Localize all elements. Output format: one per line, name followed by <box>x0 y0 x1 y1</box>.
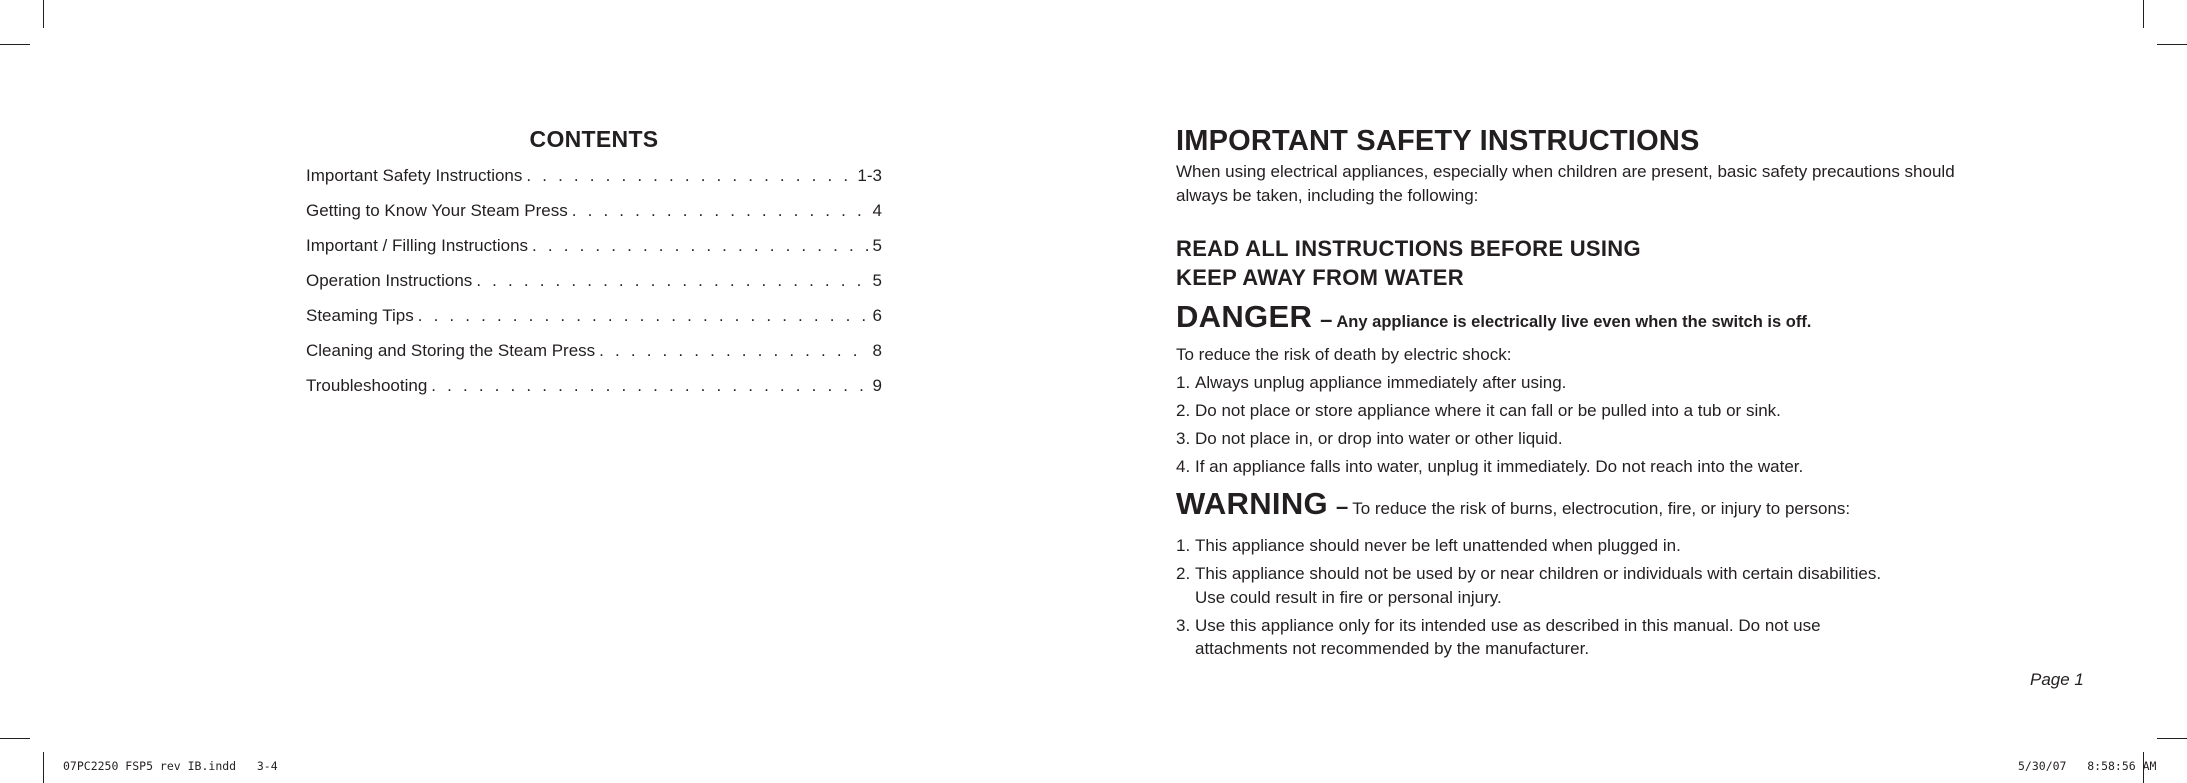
crop-mark <box>0 44 30 45</box>
toc-entry-label: Important / Filling Instructions <box>306 236 529 255</box>
warning-item <box>1176 614 1956 661</box>
toc-entry-label: Steaming Tips <box>306 306 414 325</box>
dot-leader <box>572 201 869 221</box>
toc-entry-page: 9 <box>872 376 882 395</box>
dot-leader <box>599 341 868 361</box>
crop-mark <box>2143 0 2144 28</box>
safety-intro: When using electrical appliances, especially when children are present, basic safety precautions should always be taken, including the following: <box>1176 162 1955 205</box>
list-continuation: attachments not recommended by the manufacturer. <box>1195 639 1590 658</box>
toc-entry-label: Important Safety Instructions <box>306 166 523 185</box>
toc-entry-label: Getting to Know Your Steam Press <box>306 201 568 220</box>
table-of-contents <box>306 166 882 411</box>
danger-item <box>1176 427 1956 451</box>
danger-lead: To reduce the risk of death by electric shock: <box>1176 345 1512 364</box>
crop-mark <box>2157 738 2187 739</box>
danger-item <box>1176 371 1956 395</box>
warning-word: WARNING <box>1176 485 1328 521</box>
toc-entry[interactable] <box>306 236 882 271</box>
list-text: Always unplug appliance immediately after using. <box>1195 373 1567 392</box>
list-number: 3. <box>1176 615 1191 635</box>
slug-file-info: 07PC2250 FSP5 rev IB.indd 3-4 <box>63 759 278 773</box>
contents-title: CONTENTS <box>529 126 659 152</box>
toc-entry-page: 5 <box>872 271 882 290</box>
keep-away-heading: KEEP AWAY FROM WATER <box>1176 265 1464 290</box>
warning-item <box>1176 534 1956 558</box>
danger-item <box>1176 399 1956 423</box>
danger-item <box>1176 455 1956 479</box>
warning-message: To reduce the risk of burns, electrocution, fire, or injury to persons: <box>1352 498 1851 518</box>
list-number: 1. <box>1176 373 1191 392</box>
dot-leader <box>532 236 869 256</box>
danger-word: DANGER <box>1176 299 1313 334</box>
toc-entry[interactable] <box>306 341 882 376</box>
dot-leader <box>418 306 869 326</box>
read-all-heading: READ ALL INSTRUCTIONS BEFORE USING <box>1176 236 1641 261</box>
list-text: This appliance should not be used by or near children or individuals with certain disabilities. <box>1195 564 1882 583</box>
warning-item <box>1176 562 1956 609</box>
list-text: Do not place or store appliance where it can fall or be pulled into a tub or sink. <box>1195 401 1781 420</box>
dot-leader <box>476 271 868 291</box>
list-text: This appliance should never be left unattended when plugged in. <box>1195 536 1681 555</box>
list-number: 4. <box>1176 457 1191 476</box>
danger-dash: – <box>1320 307 1333 332</box>
page-number: Page 1 <box>2030 670 2084 689</box>
list-number: 2. <box>1176 564 1191 583</box>
toc-entry-page: 1-3 <box>857 166 882 185</box>
dot-leader <box>431 376 868 396</box>
danger-heading <box>1176 297 1956 343</box>
warning-heading <box>1176 484 1956 530</box>
danger-message: Any appliance is electrically live even when the switch is off. <box>1336 313 1812 331</box>
slug-timestamp: 5/30/07 8:58:56 AM <box>2018 759 2157 773</box>
warning-dash: – <box>1335 493 1349 519</box>
list-text: Use this appliance only for its intended use as described in this manual. Do not use <box>1195 615 1821 635</box>
crop-mark <box>2157 44 2187 45</box>
crop-mark <box>43 0 44 28</box>
crop-mark <box>0 738 30 739</box>
toc-entry-label: Operation Instructions <box>306 271 473 290</box>
toc-entry-page: 6 <box>872 306 882 325</box>
list-text: Do not place in, or drop into water or other liquid. <box>1195 429 1563 448</box>
list-number: 2. <box>1176 401 1191 420</box>
toc-entry-label: Cleaning and Storing the Steam Press <box>306 341 596 360</box>
dot-leader <box>526 166 853 186</box>
toc-entry-page: 4 <box>872 201 882 220</box>
toc-entry[interactable] <box>306 271 882 306</box>
toc-entry[interactable] <box>306 376 882 411</box>
toc-entry[interactable] <box>306 306 882 341</box>
toc-entry[interactable] <box>306 201 882 236</box>
safety-instructions-section <box>1176 124 1956 661</box>
toc-entry-page: 5 <box>872 236 882 255</box>
crop-mark <box>43 752 44 783</box>
list-text: If an appliance falls into water, unplug it immediately. Do not reach into the water. <box>1195 457 1804 476</box>
list-number: 1. <box>1176 536 1191 555</box>
safety-title: IMPORTANT SAFETY INSTRUCTIONS <box>1176 125 1700 157</box>
toc-entry[interactable] <box>306 166 882 201</box>
toc-entry-page: 8 <box>872 341 882 360</box>
list-continuation: Use could result in fire or personal injury. <box>1195 587 1502 607</box>
list-number: 3. <box>1176 429 1191 448</box>
toc-entry-label: Troubleshooting <box>306 376 428 395</box>
